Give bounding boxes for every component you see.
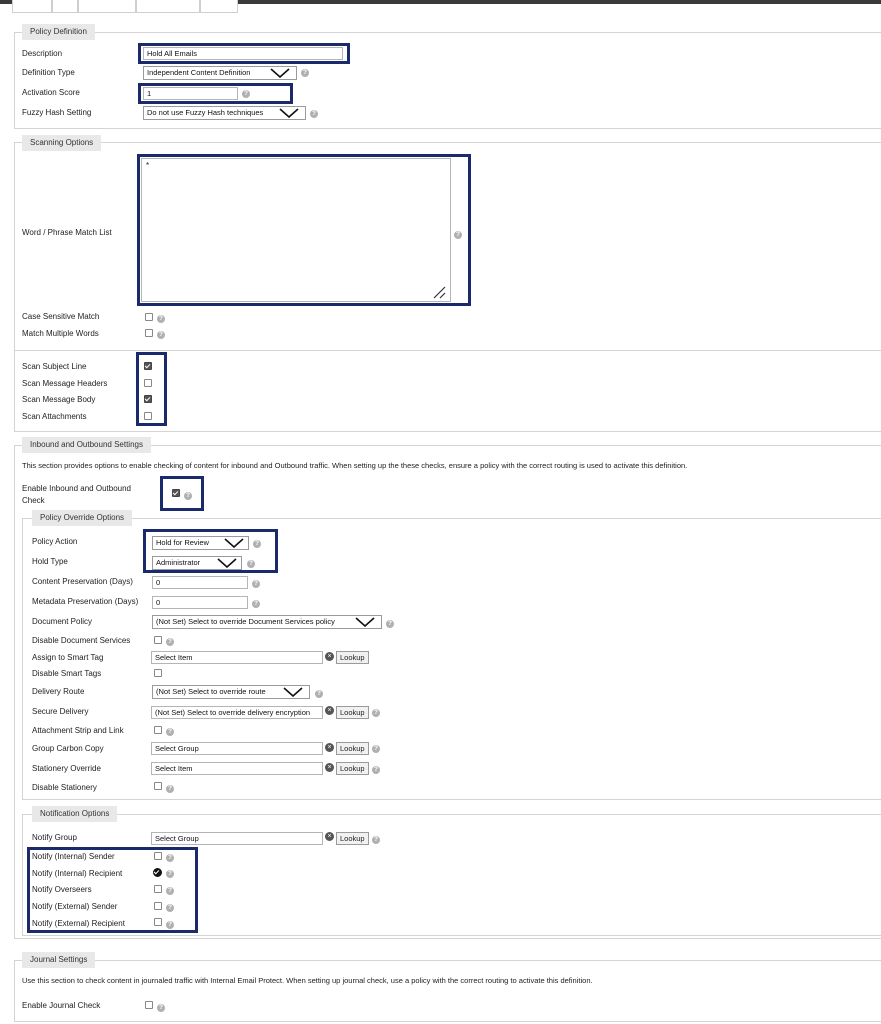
stationery-override-lookup-button[interactable]: Lookup xyxy=(336,762,369,775)
chevron-down-icon xyxy=(270,68,290,78)
enable-journal-checkbox[interactable] xyxy=(145,1001,153,1009)
disable-stationery-label: Disable Stationery xyxy=(32,783,97,792)
clear-icon[interactable]: × xyxy=(325,743,334,752)
help-icon[interactable]: ? xyxy=(310,110,318,118)
top-tab-1[interactable] xyxy=(12,0,52,13)
smart-tag-input[interactable]: Select Item xyxy=(151,651,323,664)
help-icon[interactable]: ? xyxy=(372,836,380,844)
chevron-down-icon xyxy=(279,108,299,118)
metadata-preservation-input[interactable]: 0 xyxy=(152,596,248,609)
highlight-enable-inbound xyxy=(160,476,204,511)
help-icon[interactable]: ? xyxy=(184,492,192,500)
help-icon[interactable]: ? xyxy=(166,904,174,912)
help-icon[interactable]: ? xyxy=(252,580,260,588)
scan-subject-label: Scan Subject Line xyxy=(22,362,87,371)
help-icon[interactable]: ? xyxy=(166,870,174,878)
secure-delivery-label: Secure Delivery xyxy=(32,707,89,716)
stationery-override-input[interactable]: Select Item xyxy=(151,762,323,775)
help-icon[interactable]: ? xyxy=(166,854,174,862)
hold-type-value: Administrator xyxy=(156,558,201,567)
clear-icon[interactable]: × xyxy=(325,763,334,772)
fuzzy-hash-value: Do not use Fuzzy Hash techniques xyxy=(147,108,264,117)
description-label: Description xyxy=(22,49,63,58)
help-icon[interactable]: ? xyxy=(166,785,174,793)
help-icon[interactable]: ? xyxy=(372,709,380,717)
policy-action-label: Policy Action xyxy=(32,537,78,546)
clear-icon[interactable]: × xyxy=(325,832,334,841)
help-icon[interactable]: ? xyxy=(166,921,174,929)
definition-type-value: Independent Content Definition xyxy=(147,68,251,77)
scan-body-label: Scan Message Body xyxy=(22,395,96,404)
stationery-override-label: Stationery Override xyxy=(32,764,101,773)
highlight-notify-options xyxy=(27,847,198,933)
notify-group-label: Notify Group xyxy=(32,833,77,842)
disable-smart-tags-label: Disable Smart Tags xyxy=(32,669,102,678)
delivery-route-value: (Not Set) Select to override route xyxy=(156,687,266,696)
chevron-down-icon xyxy=(283,687,303,697)
notify-internal-sender-label: Notify (Internal) Sender xyxy=(32,852,115,861)
notification-options-legend: Notification Options xyxy=(32,806,117,822)
clear-icon[interactable]: × xyxy=(325,706,334,715)
case-sensitive-checkbox[interactable] xyxy=(145,313,153,321)
top-tab-2[interactable] xyxy=(52,0,78,13)
disable-smart-tags-checkbox[interactable] xyxy=(154,669,162,677)
description-input[interactable]: Hold All Emails xyxy=(143,47,343,60)
help-icon[interactable]: ? xyxy=(166,887,174,895)
group-cc-label: Group Carbon Copy xyxy=(32,744,104,753)
notify-overseers-label: Notify Overseers xyxy=(32,885,92,894)
smart-tag-label: Assign to Smart Tag xyxy=(32,653,104,662)
scanning-options-legend: Scanning Options xyxy=(22,135,101,151)
metadata-preservation-label: Metadata Preservation (Days) xyxy=(32,597,139,606)
hold-type-label: Hold Type xyxy=(32,557,68,566)
match-multiple-checkbox[interactable] xyxy=(145,329,153,337)
scan-headers-label: Scan Message Headers xyxy=(22,379,108,388)
highlight-word-list xyxy=(137,154,471,306)
activation-score-input[interactable]: 1 xyxy=(143,87,238,100)
divider xyxy=(14,350,881,351)
policy-action-value: Hold for Review xyxy=(156,538,209,547)
definition-type-select[interactable] xyxy=(143,66,297,80)
document-policy-value: (Not Set) Select to override Document Services policy xyxy=(156,617,335,626)
disable-stationery-checkbox[interactable] xyxy=(154,782,162,790)
chevron-down-icon xyxy=(355,617,375,627)
scan-attachments-label: Scan Attachments xyxy=(22,412,87,421)
fuzzy-hash-select[interactable] xyxy=(143,106,306,120)
disable-doc-services-label: Disable Document Services xyxy=(32,636,131,645)
secure-delivery-input[interactable]: (Not Set) Select to override delivery encryption xyxy=(151,706,323,719)
definition-type-label: Definition Type xyxy=(22,68,75,77)
notify-group-input[interactable]: Select Group xyxy=(151,832,323,845)
top-tab-4[interactable] xyxy=(136,0,200,13)
clear-icon[interactable]: × xyxy=(325,652,334,661)
case-sensitive-label: Case Sensitive Match xyxy=(22,312,100,321)
help-icon[interactable]: ? xyxy=(166,728,174,736)
policy-override-legend: Policy Override Options xyxy=(32,510,132,526)
help-icon[interactable]: ? xyxy=(386,620,394,628)
notify-external-sender-label: Notify (External) Sender xyxy=(32,902,118,911)
fuzzy-hash-label: Fuzzy Hash Setting xyxy=(22,108,92,117)
group-cc-lookup-button[interactable]: Lookup xyxy=(336,742,369,755)
journal-settings-legend: Journal Settings xyxy=(22,952,95,968)
help-icon[interactable]: ? xyxy=(157,315,165,323)
content-preservation-input[interactable]: 0 xyxy=(152,576,248,589)
top-tab-5[interactable] xyxy=(200,0,238,13)
highlight-description xyxy=(138,43,350,64)
enable-inbound-label-2: Check xyxy=(22,496,45,505)
attachment-strip-checkbox[interactable] xyxy=(154,726,162,734)
help-icon[interactable]: ? xyxy=(253,540,261,548)
highlight-activation-score xyxy=(138,83,293,104)
help-icon[interactable]: ? xyxy=(454,231,462,239)
inbound-description: This section provides options to enable checking of content for inbound and Outbound traffic. When setting up the these checks, ensure a policy with the correct routing is used to activate this definition. xyxy=(22,461,688,470)
highlight-policy-action xyxy=(143,529,278,573)
help-icon[interactable]: ? xyxy=(157,1004,165,1012)
activation-score-label: Activation Score xyxy=(22,88,80,97)
match-multiple-label: Match Multiple Words xyxy=(22,329,99,338)
highlight-scan-options xyxy=(136,352,167,426)
help-icon[interactable]: ? xyxy=(372,766,380,774)
top-tab-3[interactable] xyxy=(78,0,136,13)
help-icon[interactable]: ? xyxy=(372,745,380,753)
help-icon[interactable]: ? xyxy=(157,331,165,339)
inbound-outbound-legend: Inbound and Outbound Settings xyxy=(22,437,151,453)
delivery-route-select[interactable] xyxy=(152,685,310,699)
word-list-label: Word / Phrase Match List xyxy=(22,228,112,237)
word-list-textarea[interactable]: * xyxy=(141,158,451,302)
secure-delivery-lookup-button[interactable]: Lookup xyxy=(336,706,369,719)
policy-definition-legend: Policy Definition xyxy=(22,24,95,40)
help-icon[interactable]: ? xyxy=(166,638,174,646)
help-icon[interactable]: ? xyxy=(252,600,260,608)
disable-doc-services-checkbox[interactable] xyxy=(154,636,162,644)
journal-description: Use this section to check content in journaled traffic with Internal Email Protect. When setting up journal check, use a policy with the correct routing to activate this definition. xyxy=(22,976,593,985)
document-policy-select[interactable] xyxy=(152,615,382,629)
enable-journal-label: Enable Journal Check xyxy=(22,1001,101,1010)
help-icon[interactable]: ? xyxy=(301,69,309,77)
smart-tag-lookup-button[interactable]: Lookup xyxy=(336,651,369,664)
attachment-strip-label: Attachment Strip and Link xyxy=(32,726,124,735)
help-icon[interactable]: ? xyxy=(242,90,250,98)
document-policy-label: Document Policy xyxy=(32,617,93,626)
help-icon[interactable]: ? xyxy=(247,560,255,568)
journal-settings-section xyxy=(14,960,881,1022)
content-preservation-label: Content Preservation (Days) xyxy=(32,577,133,586)
notify-external-recipient-label: Notify (External) Recipient xyxy=(32,919,125,928)
help-icon[interactable]: ? xyxy=(315,690,323,698)
enable-inbound-label-1: Enable Inbound and Outbound xyxy=(22,484,131,493)
notify-group-lookup-button[interactable]: Lookup xyxy=(336,832,369,845)
notify-internal-recipient-label: Notify (Internal) Recipient xyxy=(32,869,123,878)
delivery-route-label: Delivery Route xyxy=(32,687,85,696)
group-cc-input[interactable]: Select Group xyxy=(151,742,323,755)
